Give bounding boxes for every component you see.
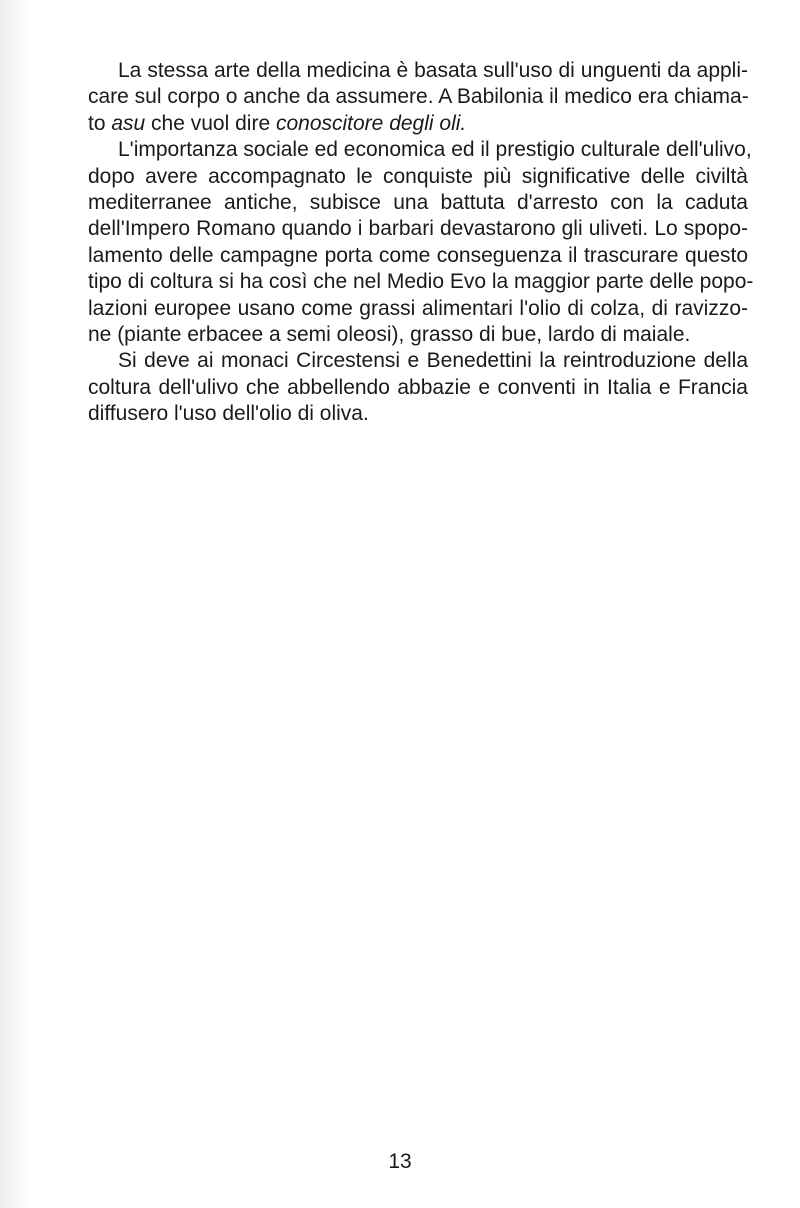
text-line: lazioni europee usano come grassi alimentari l'olio di colza, di ravizzo- <box>88 296 748 320</box>
text-line: lamento delle campagne porta come conseguenza il trascurare questo <box>88 243 748 267</box>
text-line: dell'Impero Romano quando i barbari devastarono gli uliveti. Lo spopo- <box>88 217 748 241</box>
text-line: dopo avere accompagnato le conquiste più significative delle civiltà <box>88 164 748 188</box>
text-line: tipo di coltura si ha così che nel Medio Evo la maggior parte delle popo- <box>88 270 754 294</box>
text-fragment: che vuol dire <box>145 111 276 135</box>
paragraph-medicine <box>58 58 748 137</box>
text-line: care sul corpo o anche da assumere. A Babilonia il medico era chiama- <box>88 85 749 109</box>
page-edge-shadow <box>0 0 28 1208</box>
text-line: La stessa arte della medicina è basata sull'uso di unguenti da appli- <box>118 59 748 82</box>
text-line: Si deve ai monaci Circestensi e Benedettini la reintroduzione della <box>118 349 748 373</box>
text-line: ne (piante erbacee a semi oleosi), grasso di bue, lardo di maiale. <box>88 323 691 347</box>
text-line: coltura dell'ulivo che abbellendo abbazie e conventi in Italia e Francia <box>88 375 748 399</box>
text-line <box>58 111 748 137</box>
text-line: diffusero l'uso dell'olio di oliva. <box>88 402 369 426</box>
page-number: 13 <box>388 1150 412 1173</box>
italic-term-translation: conoscitore degli oli. <box>275 111 467 135</box>
paragraph-olive-history <box>58 137 754 348</box>
text-line: L'importanza sociale ed economica ed il prestigio culturale dell'ulivo, <box>118 138 752 162</box>
text-line: mediterranee antiche, subisce una battuta d'arresto con la caduta <box>88 191 748 215</box>
italic-term-asu: asu <box>111 111 146 135</box>
paragraph-monks <box>58 348 748 427</box>
page-body <box>58 58 754 428</box>
text-fragment: to <box>88 111 112 135</box>
